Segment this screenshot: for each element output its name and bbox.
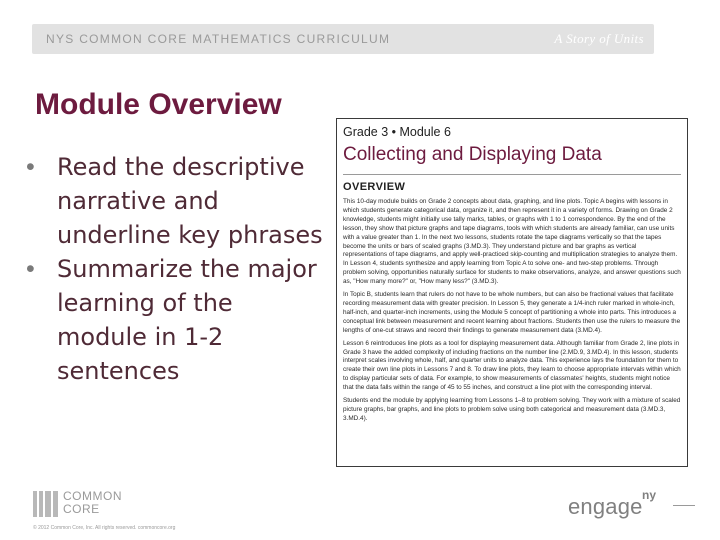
doc-overview-heading: OVERVIEW	[343, 181, 406, 193]
doc-grade-module: Grade 3 • Module 6	[343, 125, 451, 139]
story-of-units-label: A Story of Units	[554, 31, 644, 46]
doc-divider	[343, 174, 681, 175]
header-bar	[32, 24, 654, 54]
logo-line-1: COMMON	[63, 489, 122, 503]
curriculum-label: NYS COMMON CORE MATHEMATICS CURRICULUM	[46, 32, 391, 46]
bullet-list	[26, 150, 326, 388]
common-core-wordmark	[63, 490, 122, 516]
logo-line-2: CORE	[63, 502, 100, 516]
engage-word: engage	[568, 494, 643, 519]
module-overview-document	[336, 118, 688, 467]
bullet-dot-icon: •	[26, 153, 35, 181]
bullet-item	[26, 252, 326, 388]
engage-superscript: ny	[642, 488, 657, 502]
doc-paragraph: Students end the module by applying learning from Lessons 1–8 to problem solving. They work with a mixture of scaled picture graphs, bar graphs, and line plots to problem solve using both categorical and measurement data (3.MD.3, 3.MD.4).	[343, 397, 681, 422]
common-core-logo	[33, 490, 163, 520]
doc-paragraph: Lesson 6 reintroduces line plots as a tool for displaying measurement data. Although familiar from Grade 2, line plots in Grade 3 have the added complexity of including fractions on the number line (2.MD.9, 3.MD.4). In this lesson, students interpret scales involving whole, half, and quarter units to analyze data. This experience lays the foundation for them to create their own line plots in Lessons 7 and 8. To draw line plots, they learn to choose appropriate intervals within which to display particular sets of data. For example, to show measurements of classmates' heights, students might notice that the data falls within the range of 45 to 55 inches, and construct a line plot with the corresponding interval.	[343, 339, 681, 392]
bullet-dot-icon: •	[26, 255, 35, 283]
copyright-notice: © 2012 Common Core, Inc. All rights reserved. commoncore.org	[33, 525, 176, 531]
common-core-bars-icon	[33, 491, 59, 517]
doc-paragraph: In Topic B, students learn that rulers do not have to be whole numbers, but can also be fractional values that facilitate recording measurement data with greater precision. In Lesson 5, they generate a 1/4-inch ruler marked in whole-inch, half-inch, and quarter-inch increments, using the Module 5 concept of partitioning a whole into parts. This introduces a conceptual link between measurement and recent learning about fractions. Students then use the rulers to measure the lengths of one-cut straws and record their findings to generate measurement data (3.MD.4).	[343, 291, 681, 334]
bullet-text: Summarize the major learning of the module in 1-2 sentences	[57, 255, 317, 385]
page-title: Module Overview	[35, 88, 282, 121]
doc-title: Collecting and Displaying Data	[343, 144, 602, 165]
doc-paragraph: This 10-day module builds on Grade 2 concepts about data, graphing, and line plots. Topic A begins with lessons in which students generate categorical data, organize it, and then represent it in a variety of forms. Drawing on Grade 2 knowledge, students might initially use tally marks, tables, or graphs with 1 to 1 correspondence. By the end of the lesson, they show that picture graphs and tape diagrams, tools with which students are already familiar, can use units with a value greater than 1. In the next two lessons, students rotate the tape diagrams vertically so that the tapes become the units or bars of scaled graphs (3.MD.3). They understand picture and bar graphs as vertical representations of tape diagrams, and apply well-practiced skip-counting and multiplication strategies to analyze them. In Lesson 4, students synthesize and apply learning from Topic A to solve one- and two-step problems. Through problem solving, opportunities naturally surface for students to make observations, analyze, and answer questions such as, "How many more?" or, "How many less?" (3.MD.3).	[343, 198, 681, 286]
bullet-item	[26, 150, 326, 252]
footer-rule	[673, 505, 695, 506]
bullet-text: Read the descriptive narrative and underline key phrases	[57, 153, 323, 249]
engageny-logo	[568, 488, 657, 520]
